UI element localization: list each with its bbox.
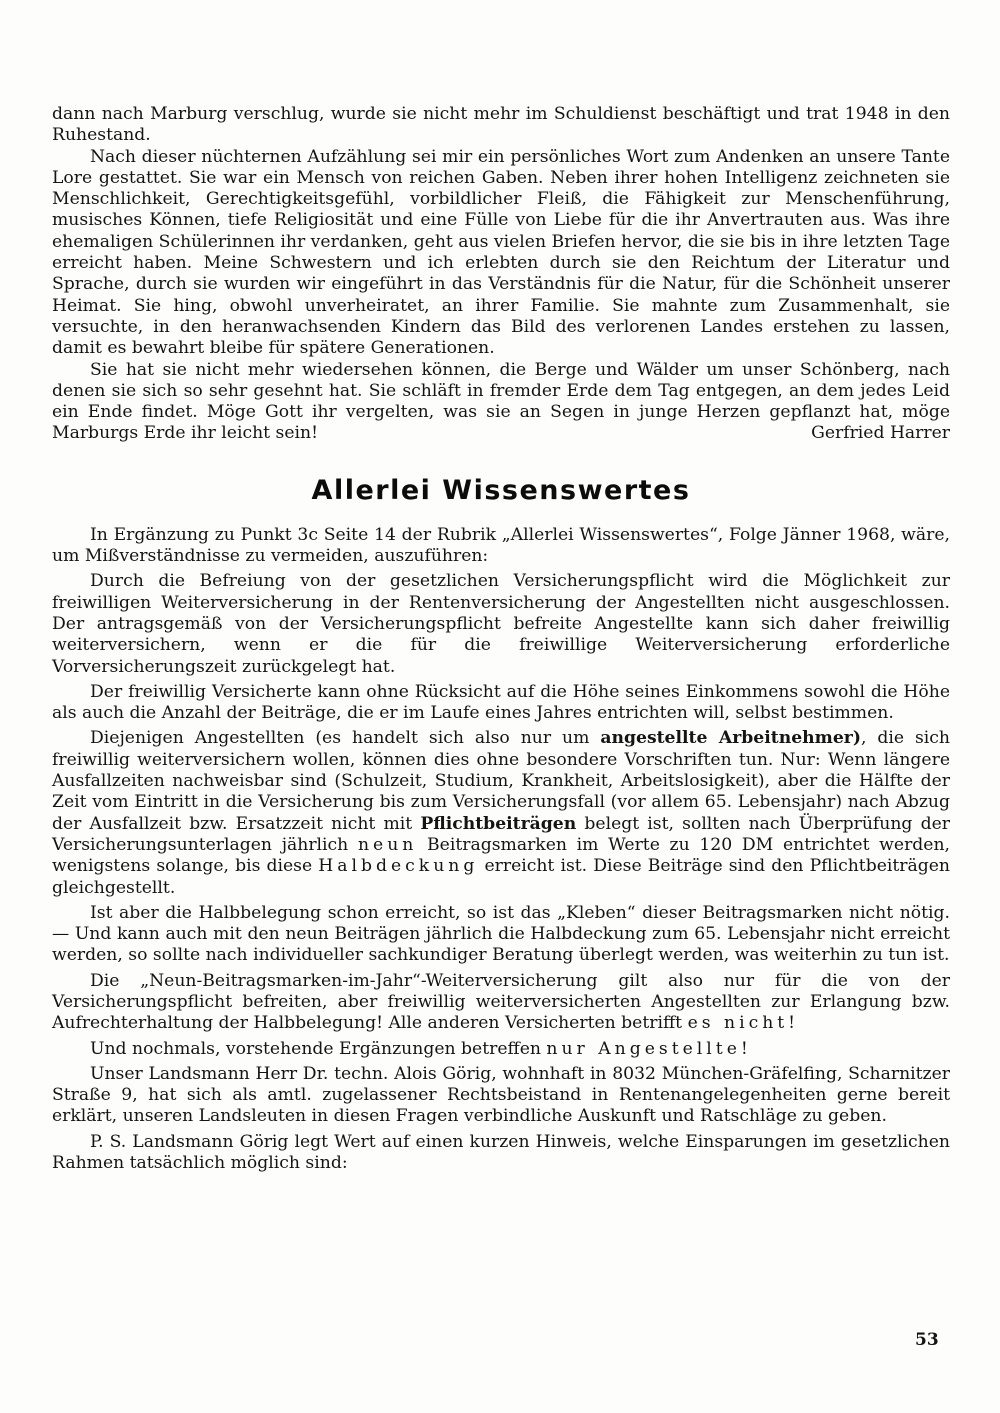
text-run: erreicht ist. Diese Beiträge sind den Pflichtbeiträgen gleichgestellt. <box>52 856 950 898</box>
paragraph-neun-beitragsmarken <box>52 971 950 1035</box>
bold-run: Pflichtbeiträgen <box>420 813 577 834</box>
spaced-run: nur Angestellte! <box>546 1038 752 1059</box>
spaced-run: es nicht! <box>687 1013 800 1034</box>
paragraph-befreiung: Durch die Befreiung von der gesetzlichen Versicherungspflicht wird die Möglichkeit zur freiwilligen Weiterversicherung in der Rentenversicherung der Angestellten nicht ausgeschlossen. Der antragsgemäß von der Versicherungspflicht befreite Angestellte kann sich daher freiwillig weiterversichern, wenn er die für die freiwillige Weiterversicherung erforderliche Vorversicherungszeit zurückgelegt hat. <box>52 571 950 677</box>
section-heading: Allerlei Wissenswertes <box>311 474 691 506</box>
paragraph-farewell <box>52 360 950 445</box>
page-number: 53 <box>915 1330 939 1350</box>
spaced-run: neun <box>357 834 418 855</box>
text-run: Beitragsmarken im Werte zu 120 DM entrichtet werden, wenigstens solange, bis diese <box>52 834 950 877</box>
paragraph-diejenigen <box>52 728 950 898</box>
text-run: Diejenigen Angestellten (es handelt sich also nur um <box>90 728 601 749</box>
paragraph-freiwillig: Der freiwillig Versicherte kann ohne Rücksicht auf die Höhe seines Einkommens sowohl die Höhe als auch die Anzahl der Beiträge, die er im Laufe eines Jahres entrichten will, selbst bestimmen. <box>52 681 950 724</box>
text-run: Und nochmals, vorstehende Ergänzungen betreffen <box>90 1038 547 1059</box>
paragraph-intro: In Ergänzung zu Punkt 3c Seite 14 der Rubrik „Allerlei Wissenswertes“, Folge Jänner 1968, wäre, um Mißverständnisse zu vermeiden, auszuführen: <box>52 524 950 567</box>
paragraph-nochmals <box>52 1039 950 1060</box>
bold-run: angestellte Arbeitnehmer) <box>600 728 861 749</box>
paragraph-tribute: Nach dieser nüchternen Aufzählung sei mir ein persönliches Wort zum Andenken an unsere Tante Lore gestattet. Sie war ein Mensch von reichen Gaben. Neben ihrer hohen Intelligenz zeichneten sie Menschlichkeit, Gerechtigkeitsgefühl, vorbildlicher Fleiß, die Fähigkeit zur Menschenführung, musisches Können, tiefe Religiosität und eine Fülle von Liebe für die ihr Anvertrauten aus. Was ihre ehemaligen Schülerinnen ihr verdanken, geht aus vielen Briefen hervor, die sie bis in ihre letzten Tage erreicht haben. Meine Schwestern und ich erlebten durch sie den Reichtum der Literatur und Sprache, durch sie wurden wir eingeführt in das Verständnis für die Natur, für die Schönheit unserer Heimat. Sie hing, obwohl unverheiratet, an ihrer Familie. Sie mahnte zum Zusammenhalt, sie versuchte, in den heranwachsenden Kindern das Bild des verlorenen Landes erstehen zu lassen, damit es bewahrt bleibe für spätere Generationen. <box>52 146 950 359</box>
author-signature: Gerfried Harrer <box>811 423 950 444</box>
farewell-text: Sie hat sie nicht mehr wiedersehen können, die Berge und Wälder um unser Schönberg, nach denen sie sich so sehr gesehnt hat. Sie schläft in fremder Erde dem Tag entgegen, an dem jedes Leid ein Ende findet. Möge Gott ihr vergelten, was sie an Segen in junge Herzen gepflanzt hat, möge Marburgs Erde ihr leicht sein! <box>52 359 950 444</box>
text-run: belegt ist, sollten nach Überprüfung der Versicherungsunterlagen jährlich <box>52 813 950 855</box>
spaced-run: Halbdeckung <box>318 856 479 877</box>
paragraph-halbbelegung: Ist aber die Halbbelegung schon erreicht, so ist das „Kleben“ dieser Beitragsmarken nicht nötig. — Und kann auch mit den neun Beiträgen jährlich die Halbdeckung zum 65. Lebensjahr nicht erreicht werden, so sollte nach individueller sachkundiger Beratung überlegt werden, was weiterhin zu tun ist. <box>52 902 950 966</box>
paragraph-continuation: dann nach Marburg verschlug, wurde sie nicht mehr im Schuldienst beschäftigt und trat 1948 in den Ruhestand. <box>52 104 950 146</box>
text-run: , die sich freiwillig weiterversichern wollen, können dies ohne besondere Vorschriften tun. Nur: Wenn längere Ausfallzeiten nachweisbar sind (Schulzeit, Studium, Krankheit, Arbeitslosigkeit), aber die Hälfte der Zeit vom Eintritt in die Versicherung bis zum Versicherungsfall (vor allem 65. Lebensjahr) nach Abzug der Ausfallzeit bzw. Ersatzzeit nicht mit <box>52 728 950 834</box>
paragraph-landsmann: Unser Landsmann Herr Dr. techn. Alois Görig, wohnhaft in 8032 München-Gräfelfing, Scharnitzer Straße 9, hat sich als amtl. zugelassener Rechtsbeistand in Rentenangelegenheiten gerne bereit erklärt, unseren Landsleuten in diesen Fragen verbindliche Auskunft und Ratschläge zu geben. <box>52 1063 950 1127</box>
text-run: Die „Neun-Beitragsmarken-im-Jahr“-Weiterversicherung gilt also nur für die von der Versicherungspflicht befreiten, aber freiwillig weiterversicherten Angestellten zur Erlangung bzw. Aufrechterhaltung der Halbbelegung! Alle anderen Versicherten betrifft <box>52 970 950 1034</box>
paragraph-ps: P. S. Landsmann Görig legt Wert auf einen kurzen Hinweis, welche Einsparungen im gesetzlichen Rahmen tatsächlich möglich sind: <box>52 1131 950 1174</box>
text-column <box>52 104 950 1174</box>
